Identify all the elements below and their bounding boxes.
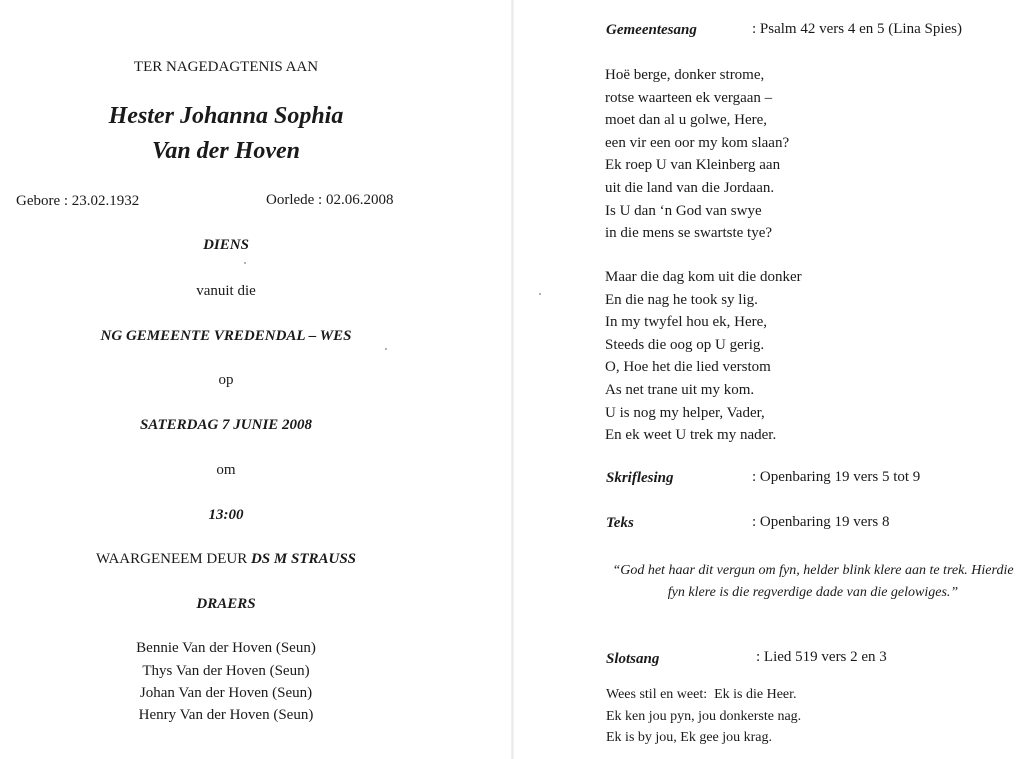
service-title: DIENS [203, 237, 249, 253]
service-time: 13:00 [208, 507, 244, 523]
verse-line: In my twyfel hou ek, Here, [605, 314, 768, 331]
verse-line: U is nog my helper, Vader, [605, 404, 765, 421]
bearer-4: Henry Van der Hoven (Seun) [138, 707, 314, 723]
verse-line: Is U dan ‘n God van swye [605, 202, 762, 219]
bearer-3: Johan Van der Hoven (Seun) [139, 685, 313, 701]
officiant-name: DS M STRAUSS [250, 551, 357, 567]
service-on: op [218, 372, 234, 388]
verse-line: rotse waarteen ek vergaan – [605, 89, 773, 106]
verse-line: Steeds die oog op U gerig. [605, 336, 765, 353]
verse-line: O, Hoe het die lied verstom [605, 359, 771, 376]
verse-2 [605, 266, 802, 447]
service-date: SATERDAG 7 JUNIE 2008 [139, 417, 313, 433]
verse-line: een vir een oor my kom slaan? [605, 134, 790, 151]
verse-line: En ek weet U trek my nader. [605, 427, 777, 444]
verse-1 [605, 64, 789, 245]
officiant-prefix: WAARGENEEM DEUR [95, 551, 248, 567]
memorial-heading: TER NAGEDAGTENIS AAN [133, 59, 319, 75]
paper-speck [244, 262, 246, 264]
service-from: vanuit die [196, 283, 256, 299]
bearer-2: Thys Van der Hoven (Seun) [142, 663, 310, 679]
verse-line: in die mens se swartste tye? [605, 225, 773, 242]
closing-line: Wees stil en weet: Ek is die Heer. [606, 687, 797, 702]
closing-line: Ek ken jou pyn, jou donkerste nag. [606, 708, 802, 724]
bearers-title: DRAERS [196, 596, 256, 612]
verse-line: Hoë berge, donker strome, [605, 67, 765, 83]
reading-value: : Openbaring 19 vers 5 tot 9 [752, 469, 921, 485]
hymn-value: : Psalm 42 vers 4 en 5 (Lina Spies) [752, 21, 962, 37]
deceased-name-line2: Van der Hoven [151, 138, 300, 164]
closing-hymn-lines [606, 684, 801, 749]
paper-speck [539, 293, 541, 295]
text-label: Teks [606, 515, 634, 531]
reading-label: Skriflesing [606, 470, 674, 486]
deceased-name-line1: Hester Johanna Sophia [108, 103, 344, 129]
hymn-label: Gemeentesang [606, 22, 697, 38]
verse-line: Ek roep U van Kleinberg aan [605, 157, 781, 174]
verse-line: As net trane uit my kom. [605, 381, 755, 398]
page-fold [511, 0, 514, 759]
closing-hymn-value: : Lied 519 vers 2 en 3 [756, 649, 887, 665]
service-at: om [216, 462, 236, 478]
paper-speck [385, 348, 387, 350]
closing-hymn-label: Slotsang [606, 651, 660, 667]
closing-line: Ek is by jou, Ek gee jou krag. [606, 730, 773, 745]
officiant [0, 551, 452, 568]
church-name: NG GEMEENTE VREDENDAL – WES [100, 328, 352, 344]
verse-line: moet dan al u golwe, Here, [605, 112, 768, 129]
scripture-quote: “God het haar dit vergun om fyn, helder blink klere aan te trek. Hierdie fyn klere is die regverdige dade van die gelowiges.” [612, 563, 1014, 600]
verse-line: Maar die dag kom uit die donker [605, 269, 802, 285]
verse-line: uit die land van die Jordaan. [605, 179, 775, 196]
verse-line: En die nag he took sy lig. [605, 291, 758, 308]
text-value: : Openbaring 19 vers 8 [752, 514, 890, 530]
bearer-1: Bennie Van der Hoven (Seun) [136, 640, 316, 656]
birth-date: Gebore : 23.02.1932 [16, 193, 140, 209]
death-date: Oorlede : 02.06.2008 [266, 192, 394, 208]
